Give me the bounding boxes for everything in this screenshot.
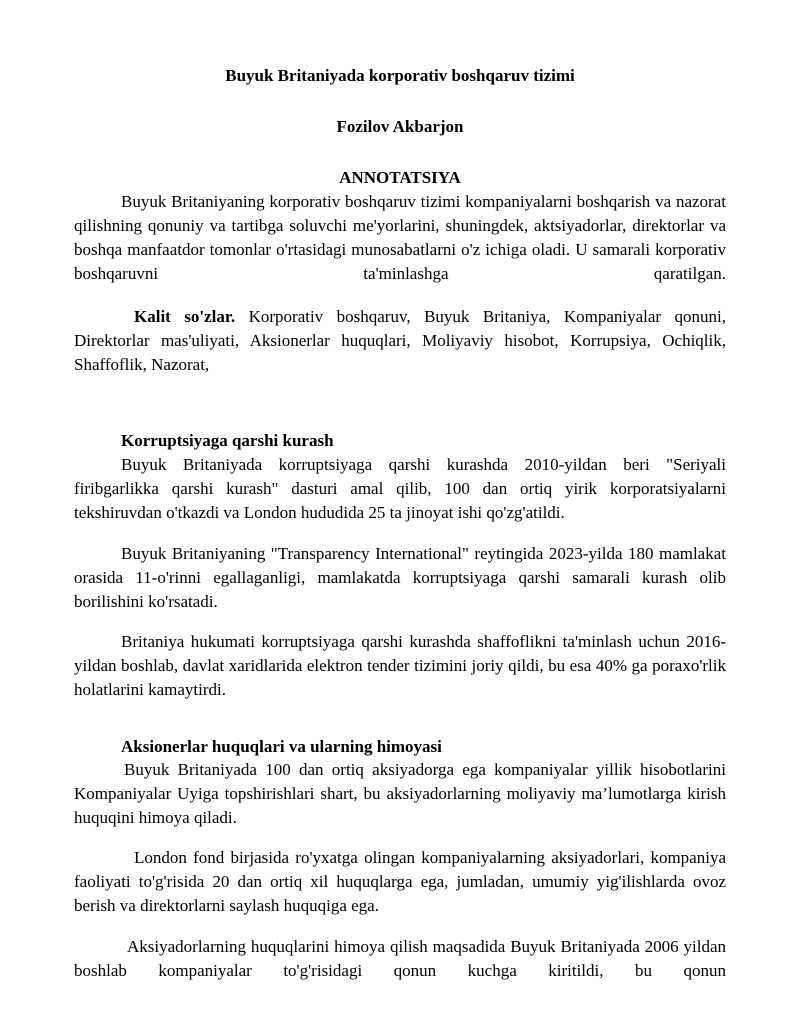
section-heading-shareholders: Aksionerlar huquqlari va ularning himoyasi <box>121 737 442 756</box>
section-heading-corruption: Korruptsiyaga qarshi kurash <box>121 431 334 450</box>
annotation-text: Buyuk Britaniyaning korporativ boshqaruv tizimi kompaniyalarni boshqarish va nazorat qilishning qonuniy va tartibga soluvchi me'yorlarini, shuningdek, aktsiyadorlar, direktorlar va boshqa manfaatdor tomonlar o'rtasidagi munosabatlarni o'z ichiga oladi. U samarali korporativ boshqaruvni ta'minlashga qaratilgan. <box>74 192 726 283</box>
document-title: Buyuk Britaniyada korporativ boshqaruv tizimi <box>225 66 575 85</box>
shareholders-paragraph-1 <box>74 758 726 830</box>
paragraph-text: Buyuk Britaniyaning "Transparency International" reytingida 2023-yilda 180 mamlakat orasida 11-o'rinni egallaganligi, mamlakatda korruptsiyaga qarshi samarali kurash olib borilishini ko'rsatadi. <box>74 544 726 611</box>
keywords-paragraph <box>74 305 726 377</box>
paragraph-text: Buyuk Britaniyada korruptsiyaga qarshi kurashda 2010-yildan beri "Seriyali firibgarlikka qarshi kurash" dasturi amal qilib, 100 dan ortiq yirik korporatsiyalarni tekshiruvdan o'tkazdi va London hududida 25 ta jinoyat ishi qo'zg'atildi. <box>74 455 726 522</box>
paragraph-text: Buyuk Britaniyada 100 dan ortiq aksiyadorga ega kompaniyalar yillik hisobotlarini Kompaniyalar Uyiga topshirishlari shart, bu aksiyadorlarning moliyaviy ma’lumotlarga kirish huquqini himoya qiladi. <box>74 760 726 827</box>
keywords-label: Kalit so'zlar. <box>134 307 236 326</box>
corruption-paragraph-2 <box>74 542 726 614</box>
paragraph-text: Aksiyadorlarning huquqlarini himoya qilish maqsadida Buyuk Britaniyada 2006 yildan boshlab kompaniyalar to'g'risidagi qonun kuchga kiritildi, bu qonun <box>74 937 726 980</box>
shareholders-paragraph-3 <box>74 935 726 983</box>
keywords-text: Korporativ boshqaruv, Buyuk Britaniya, Kompaniyalar qonuni, Direktorlar mas'uliyati, Aksionerlar huquqlari, Moliyaviy hisobot, Korrupsiya, Ochiqlik, Shaffoflik, Nazorat, <box>74 307 726 374</box>
annotation-paragraph <box>74 190 726 286</box>
author-name: Fozilov Akbarjon <box>336 117 464 136</box>
corruption-paragraph-3 <box>74 630 726 702</box>
paragraph-text: Britaniya hukumati korruptsiyaga qarshi kurashda shaffoflikni ta'minlash uchun 2016-yildan boshlab, davlat xaridlarida elektron tender tizimini joriy qildi, bu esa 40% ga poraxo'rlik holatlarini kamaytirdi. <box>74 632 726 699</box>
annotation-heading: ANNOTATSIYA <box>339 168 461 187</box>
corruption-paragraph-1 <box>74 453 726 525</box>
paragraph-text: London fond birjasida ro'yxatga olingan kompaniyalarning aksiyadorlari, kompaniya faoliyati to'g'risida 20 dan ortiq xil huquqlarga ega, jumladan, umumiy yig'ilishlarda ovoz berish va direktorlarni saylash huquqiga ega. <box>74 848 726 915</box>
shareholders-paragraph-2 <box>74 846 726 918</box>
